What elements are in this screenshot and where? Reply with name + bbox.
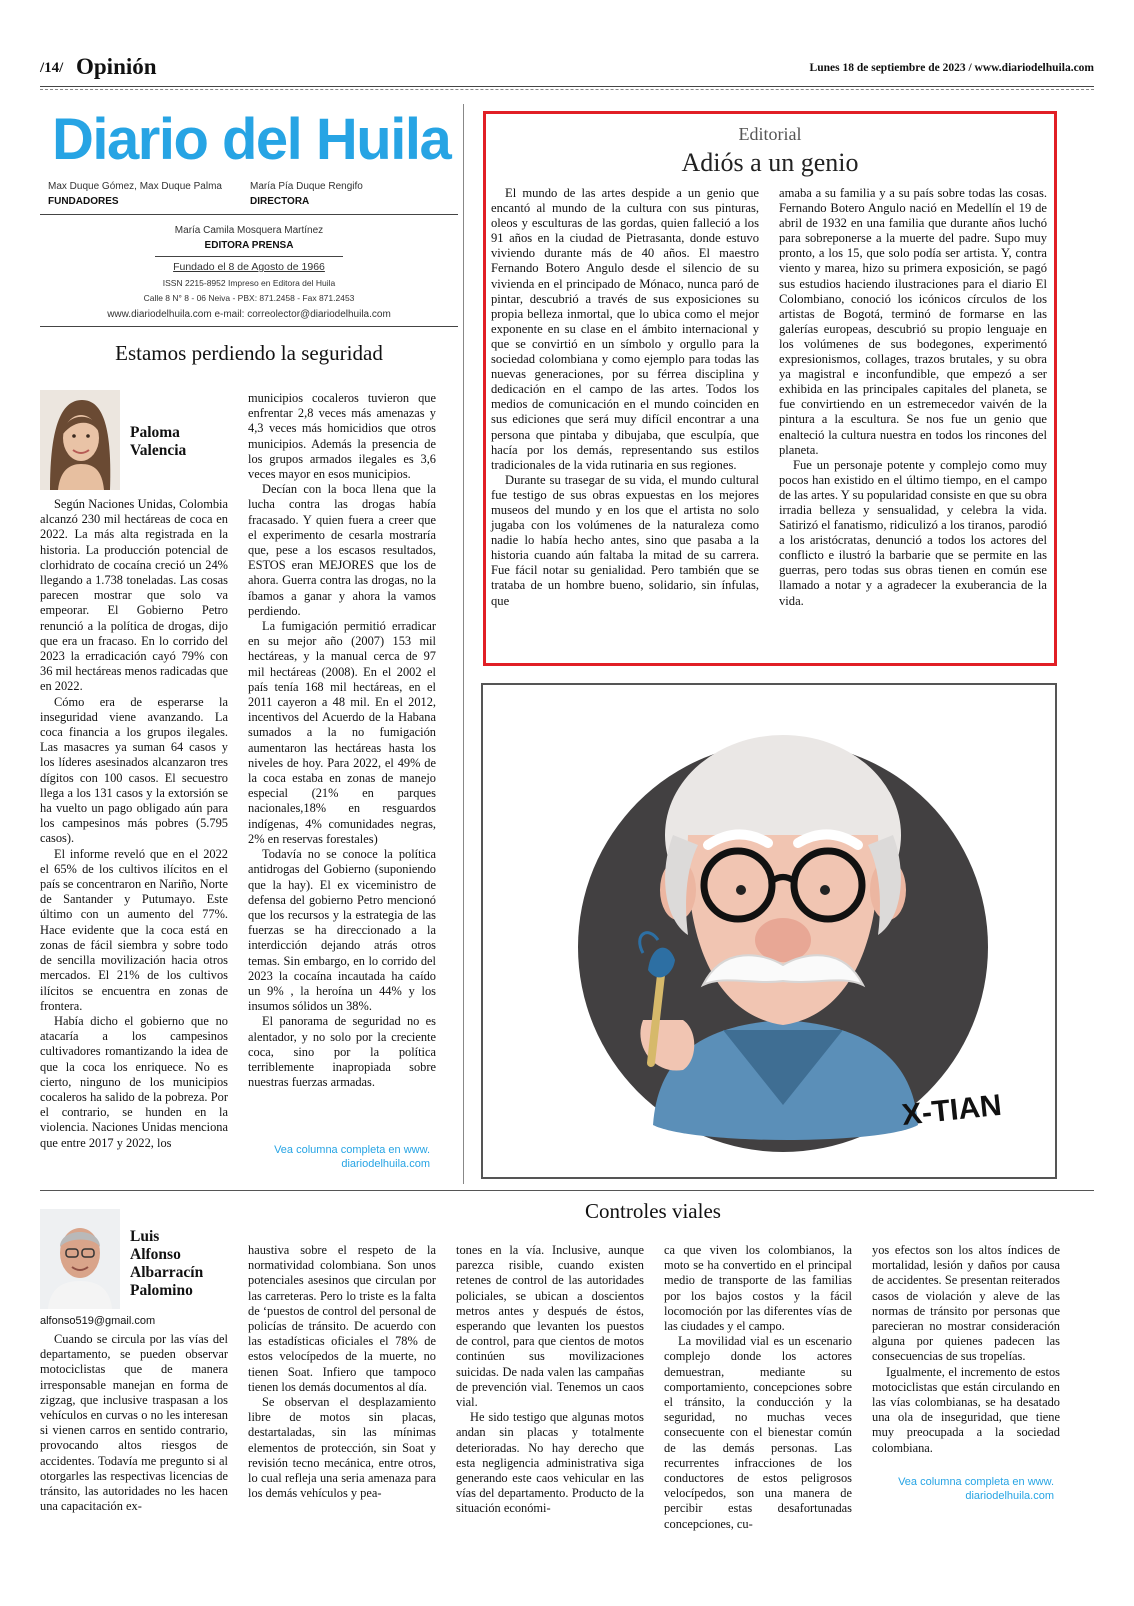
page-date	[810, 62, 1094, 74]
paragraph: Fue un personaje potente y complejo como muy pocos han existido en el último tiempo, en el campo de las artes. Y su popularidad consiste en que su obra irradia belleza y sensualidad, y celebra la vida. Satirizó el fanatismo, ridiculizó a los tiranos, parodió a los aristócratas, denunció a todos los actores del conflicto e ilustró la barbarie que se permite en las guerras, pero todas sus obras tienen en común ese llamado a notar y a agradecer la exuberancia de la vida.	[779, 457, 1048, 608]
article1-column-2	[248, 391, 436, 1090]
article1-see-more[interactable]	[248, 1143, 430, 1171]
paragraph: La movilidad vial es un escenario complejo donde los actores demuestran, mediante su comportamiento, concepciones sobre el tránsito, la conducción y la seguridad, no muchas veces consecuente con el bienestar común de las demás personas. Las recurrentes infracciones de los conductores de estos peligrosos velocípedos, son una manera de percibir estas desafortunadas concepciones, cu-	[664, 1334, 852, 1531]
founders-role: FUNDADORES	[48, 196, 119, 207]
section-title: Opinión	[76, 54, 157, 79]
see-more-line1: Vea columna completa en www.	[898, 1476, 1054, 1488]
portrait-icon	[40, 390, 120, 490]
portrait-icon	[40, 1209, 120, 1309]
paragraph: tones en la vía. Inclusive, aunque parezca risible, cuando existen retenes de control de las autoridades policiales, se ubican a doscientos metros antes y después de éstos, esperando que levanten los puestos de control, para que cientos de motos continúen sus movilizaciones suicidas. De nada valen las campañas de prevención vial. Tenemos un caos vial.	[456, 1243, 644, 1410]
editor-name: María Camila Mosquera Martínez	[174, 225, 324, 236]
article1-author-first: Paloma	[130, 424, 180, 441]
issn-line: ISSN 2215-8952 Impreso en Editora del Huila	[162, 278, 336, 288]
editorial-column-2	[779, 186, 1047, 609]
paragraph: ca que viven los colombianos, la moto se ha convertido en el principal medio de transporte de las familias por los bajos costos y la fácil locomoción por las diferentes vías de las ciudades y el campo.	[664, 1243, 852, 1334]
paragraph: Había dicho el gobierno que no atacaría a los campesinos cultivadores romantizando la idea de que la coca los enriquece. No es cierto, ninguno de los municipios cocaleros ha salido de la pobreza. Por el contrario, se hunden en la violencia. Naciones Unidas menciona que entre 2017 y 2022, los	[40, 1013, 228, 1150]
article1-author-last: Valencia	[130, 442, 187, 459]
see-more-line1: Vea columna completa en www.	[274, 1144, 430, 1156]
masthead-rule-short	[155, 256, 343, 257]
paragraph: Todavía no se conoce la política antidrogas del Gobierno (suponiendo que la hay). El ex viceministro de defensa del gobierno Petro mencionó que los recursos y la estrategia de las fuerzas se ha direccionado a la interdicción dejando atrás otros temas. Sin embargo, en lo corrido del 2023 la cocaína incautada ha caído un 9% , la heroína un 44% y los insumos sólidos un 38%.	[248, 847, 436, 1014]
section-divider	[40, 1190, 1094, 1191]
article2-author-line1: Luis	[130, 1228, 160, 1245]
article2-see-more[interactable]	[872, 1475, 1054, 1503]
editorial-column-1	[491, 186, 759, 609]
article2-column-3	[456, 1243, 644, 1517]
date-day: 18 de septiembre	[842, 62, 926, 74]
paragraph: El panorama de seguridad no es alentador, y no solo por la creciente coca, sino por la política terriblemente inapropiada sobre nuestras fuerzas armadas.	[248, 1014, 436, 1090]
paragraph: haustiva sobre el respeto de la normatividad colombiana. Son unos potenciales asesinos que circulan por las carreteras. Pero lo triste es la falta de ‘puestos de control del personal de policías de tránsito. De acuerdo con las estadísticas oficiales el 78% de estos velocípedos de la muerte, no tienen Soat. Infiero que tampoco tienen los demás documentos al día.	[248, 1243, 436, 1394]
date-prefix: Lunes	[809, 62, 843, 74]
article2-author-line3: Albarracín	[130, 1264, 204, 1281]
paragraph: Según Naciones Unidas, Colombia alcanzó 230 mil hectáreas de coca en 2022. La más alta registrada en la historia. La producción potencial de clorhidrato de cocaína creció un 24% llegando a 1.738 toneladas. Las cosas parecen mostrar que solo va empeorar. El Gobierno Petro renunció a la política de drogas, dijo que era un fracaso. En lo corrido del 2023 la erradicación cayó 79% con 36 mil hectáreas menos radicadas que en 2022.	[40, 497, 228, 694]
article2-column-5	[872, 1243, 1060, 1456]
author-photo-paloma	[40, 390, 120, 490]
date-year: de 2023 /	[925, 62, 975, 74]
paragraph: He sido testigo que algunas motos andan sin placas y totalmente deterioradas. No hay derecho que esta negligencia administrativa siga generando este caos vehicular en las vías del departamento. Producto de la situación económi-	[456, 1410, 644, 1516]
article2-column-1	[40, 1332, 228, 1514]
paragraph: municipios cocaleros tuvieron que enfrentar 2,8 veces más amenazas y 4,3 veces más homicidios que otros municipios. Además la presencia de los grupos armados ilegales es 3,6 veces mayor en esos municipios.	[248, 391, 436, 482]
paragraph: amaba a su familia y a su país sobre todas las cosas. Fernando Botero Angulo nació en Medellín el 19 de abril de 1932 en una familia que durante años luchó para sobreponerse a la muerte del padre. Supo muy pronto, a los 15, que solo podía ser artista. Y, contra viento y marea, hizo su primera exposición, se pagó sus estudios haciendo ilustraciones para el diario El Colombiano, conoció los icónicos círculos de los artistas de Bogotá, terminó de formarse en las galerías europeas, descubrió su propio lenguaje en los volúmenes de sus bodegones, experimentó expresionismos, collages, trazos brutales, y su obra ya magistral e inconfundible, que empezó a ser exhibida en las principales capitales del planeta, se fue convirtiendo en un estremecedor vaivén de la pintura a la escultura. Se nos fue un genio que enalteció la cultura nuestra en todos los rincones del planeta.	[779, 186, 1047, 457]
paragraph: Durante su trasegar de su vida, el mundo cultural fue testigo de sus obras expuestas en los mejores museos del mundo y en los que el artista no solo jugaba con los volúmenes de la naturaleza como nadie lo había hecho antes, sino que pasaba a la historia cuando aún faltaba la mitad de su carrera. Fue fácil notar su genialidad. Pero también que se trataba de un hombre bueno, solidario, sin ínfulas, que	[491, 472, 759, 608]
site-link[interactable]: www.diariodelhuila.com	[974, 62, 1094, 74]
article2-column-2	[248, 1243, 436, 1501]
paragraph: Cómo era de esperarse la inseguridad viene avanzando. La coca financia a los grupos ilegales. Las masacres ya suman 64 casos y los líderes asesinados alcanzaron tres dígitos con 100 casos. El secuestro llega a los 131 casos y la extorsión se ha vuelto un pago obligado aún para los campesinos más pobres (5.795 casos).	[40, 694, 228, 846]
page-number: /14/	[40, 60, 64, 76]
paragraph: Cuando se circula por las vías del departamento, se pueden observar motociclistas que de manera irresponsable manejan en forma de zigzag, que inclusive traspasan a los vehículos en curvas o no les interesan si vienen carros en sentido contrario, provocando altos riesgos de accidentes. Todavía me pregunto si al otorgarles las respectivas licencias de tránsito, las autoridades no les hacen una capacitación ex-	[40, 1332, 228, 1514]
header-rule-dashed	[40, 89, 1094, 90]
paragraph: Decían con la boca llena que la lucha contra las drogas había fracasado. Y quien fuera a creer que el experimento de cesarla mostraría que, pese a los escasos resultados, ESTOS eran MEJORES que los de ahora. Guerra contra las drogas, no la íbamos a ganar y ahora la vamos perdiendo.	[248, 482, 436, 618]
web-email-line[interactable]: www.diariodelhuila.com e-mail: correolector@diariodelhuila.com	[107, 309, 391, 320]
paragraph: Se observan el desplazamiento libre de motos sin placas, destartaladas, sin las mínimas elementos de protección, sin Soat y revisión tecno mecánica, entre otros, lo cual refleja una seria amenaza para los demás vehículos y pea-	[248, 1395, 436, 1501]
article2-author-email[interactable]: alfonso519@gmail.com	[40, 1315, 156, 1327]
paragraph: El mundo de las artes despide a un genio que encantó al mundo de la cultura con sus pinturas, oleos y esculturas de las gordas, quien falleció a los 91 años en la ciudad de Pietrasanta, donde estuvo viviendo durante más de 40 años. El maestro Fernando Botero Angulo desde el silencio de su vivienda en el principado de Mónaco, nunca paró de pintar, descubrió a través de sus exposiciones su propia belleza inmortal, que lo ubica como el mejor exponente en su clase en el ámbito internacional y que se convirtió en un símbolo y orgullo para la sociedad colombiana y como ejemplo para todas las nuevas generaciones, por su férrea disciplina y dedicación en el campo de las artes. Todos los medios de comunicación en el mundo coinciden en sus ediciones que será muy difícil encontrar a una persona que pintaba y dibujaba, que esculpía, que hacía por los demás, representando sus estilos tradicionales de la vida rutinaria en sus regiones.	[491, 186, 759, 472]
masthead-rule-bottom	[40, 326, 458, 327]
masthead-logo: Diario del Huila	[52, 107, 451, 172]
editorial-kicker: Editorial	[738, 124, 802, 144]
see-more-line2: diariodelhuila.com	[341, 1158, 430, 1170]
article2-headline: Controles viales	[585, 1199, 721, 1223]
column-divider	[463, 104, 464, 1184]
article1-headline: Estamos perdiendo la seguridad	[115, 341, 383, 365]
author-photo-luis	[40, 1209, 120, 1309]
article2-column-4	[664, 1243, 852, 1532]
cartoon-illustration	[481, 683, 1057, 1179]
address-line: Calle 8 N° 8 - 06 Neiva - PBX: 871.2458 - Fax 871.2453	[143, 293, 355, 303]
header-rule	[40, 86, 1094, 87]
article2-author-line2: Alfonso	[130, 1246, 181, 1263]
see-more-line2: diariodelhuila.com	[965, 1490, 1054, 1502]
editorial-title: Adiós a un genio	[681, 148, 859, 177]
editor-role: EDITORA PRENSA	[204, 240, 294, 251]
botero-caricature-icon	[483, 685, 1055, 1177]
founders-names: Max Duque Gómez, Max Duque Palma	[48, 181, 222, 192]
director-role: DIRECTORA	[250, 196, 310, 207]
founded-date: Fundado el 8 de Agosto de 1966	[173, 261, 325, 273]
director-name: María Pía Duque Rengifo	[250, 181, 363, 192]
article2-author-line4: Palomino	[130, 1282, 193, 1299]
paragraph: La fumigación permitió erradicar en su mejor año (2007) 153 mil hectáreas, y la manual cerca de 97 mil hectáreas (2008). En el 2002 el país tenía 168 mil hectáreas, en el 2011 cayeron a 48 mil. En el 2012, incentivos del Acuerdo de la Habana sumados a la no fumigación aumentaron las hectáreas hasta los niveles de hoy. Para 2022, el 49% de la coca estaba en zonas de manejo especial (21% en parques nacionales,18% en resguardos indígenas, 4% comunidades negras, 2% en reservas forestales)	[248, 619, 436, 846]
cartoon-signature: X-TIAN	[900, 1088, 1004, 1132]
article1-column-1	[40, 497, 228, 1151]
paragraph: Igualmente, el incremento de estos motociclistas que están circulando en las vías colombianas, se ha desatado una ola de inseguridad, que tiene muy preocupada a la sociedad colombiana.	[872, 1364, 1060, 1455]
paragraph: El informe reveló que en el 2022 el 65% de los cultivos ilícitos en el país se concentraron en Nariño, Norte de Santander y Putumayo. Este último con un aumento del 77%. Hace evidente que la coca está en zonas de fácil siembra y sobre todo de sencilla movilización hacia otros mercados. El 21% de los cultivos ilícitos se encuentra en zonas de frontera.	[40, 846, 228, 1013]
paragraph: yos efectos son los altos índices de mortalidad, lesión y daños por causa de accidentes. Se presentan reiterados casos de violación y aleve de las normas de tránsito por personas que parecieran no mostrar consideración alguna por quienes padecen las consecuencias de sus tropelías.	[872, 1243, 1060, 1364]
masthead-rule	[40, 214, 458, 215]
